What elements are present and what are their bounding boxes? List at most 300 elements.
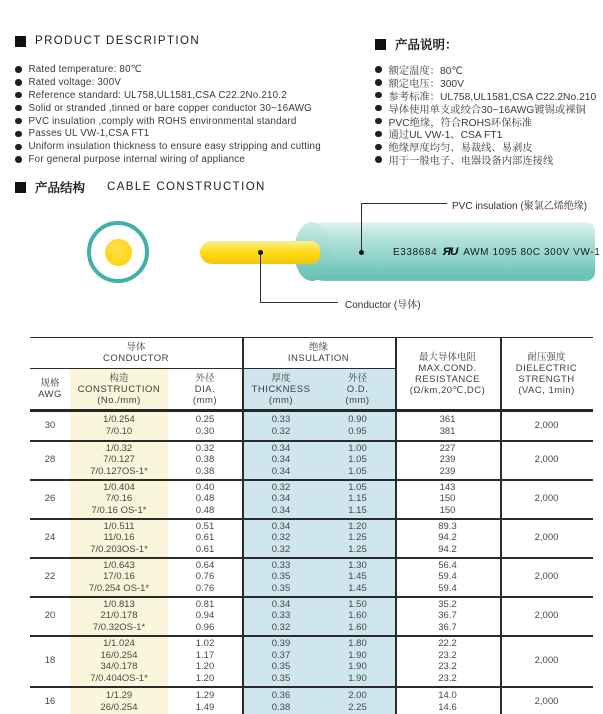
bullet-item	[15, 76, 321, 89]
cell-value: 1/1.024	[103, 638, 135, 649]
cell-value: 1.60	[348, 610, 367, 622]
cell-value: 239	[439, 454, 456, 466]
header-line: 外径	[195, 372, 215, 384]
cell-value: 0.76	[195, 571, 215, 583]
cell-value: 22	[44, 571, 56, 583]
cell-construction	[70, 442, 168, 479]
cable-print-text	[393, 246, 600, 258]
cell-od	[320, 559, 395, 596]
cell-value: 1.60	[348, 621, 367, 633]
cell-dielectric	[500, 688, 593, 714]
cell-value: 17/0.16	[103, 571, 135, 583]
cell-awg	[30, 598, 70, 635]
cell-value: 0.35	[271, 661, 291, 672]
cell-value: 56.4	[438, 559, 457, 571]
cell-value: 1.45	[348, 571, 367, 583]
cell-value: 1.90	[348, 661, 367, 672]
cell-construction	[70, 412, 168, 440]
cell-value: 0.95	[348, 425, 367, 437]
cell-value: 1.50	[348, 598, 367, 610]
cell-value: 2,000	[534, 493, 559, 505]
cell-dia	[168, 688, 242, 714]
cell-value: 1.05	[348, 465, 367, 477]
cell-construction	[70, 688, 168, 714]
cell-awg	[30, 520, 70, 557]
cell-od	[320, 442, 395, 479]
cell-dia	[168, 481, 242, 518]
cell-value: 0.32	[271, 621, 291, 633]
bullet-item	[15, 89, 321, 102]
cell-value: 7/0.10	[105, 425, 133, 437]
cell-value: 1.17	[195, 649, 215, 661]
cell-value: 7/0.404OS-1*	[90, 672, 148, 684]
cell-value: 0.48	[195, 504, 215, 516]
cell-value: 14.0	[438, 690, 457, 701]
cell-value: 0.34	[271, 493, 291, 505]
cell-od	[320, 598, 395, 635]
cell-value: 1.20	[195, 672, 215, 684]
header-line: MAX.COND.	[418, 362, 477, 374]
spec-table-header	[30, 338, 593, 409]
cell-thickness	[242, 637, 320, 686]
header-line: AWG	[38, 389, 62, 400]
cell-value: 1.15	[348, 504, 367, 516]
header-line: (No./mm)	[97, 394, 141, 406]
cell-value: 0.38	[195, 454, 215, 466]
cell-awg	[30, 637, 70, 686]
cell-value: 0.34	[271, 520, 291, 532]
cell-value: 0.48	[195, 493, 215, 505]
cell-value: 1.30	[348, 559, 367, 571]
insulation-callout-label: PVC insulation (聚氯乙烯绝缘)	[452, 201, 588, 212]
table-row-awg-26	[30, 481, 593, 520]
callout-line	[260, 302, 338, 303]
cell-construction	[70, 481, 168, 518]
cell-value: 1.90	[348, 649, 367, 661]
header-line: 规格	[40, 378, 60, 389]
cell-value: 0.51	[195, 520, 215, 532]
cell-dielectric	[500, 559, 593, 596]
cell-value: 23.2	[438, 649, 457, 661]
cell-od	[320, 520, 395, 557]
cell-value: 21/0.178	[100, 610, 138, 622]
cell-value: 1.15	[348, 493, 367, 505]
cell-value: 0.35	[271, 582, 291, 594]
cell-value: 0.32	[271, 543, 291, 555]
cell-value: 2,000	[534, 610, 559, 622]
cell-value: 1.49	[195, 701, 215, 713]
bullet-dot-icon	[15, 92, 22, 99]
cell-value: 24	[44, 532, 56, 544]
bullet-item-text: Rated voltage: 300V	[28, 76, 122, 88]
cell-value: 0.90	[348, 414, 367, 425]
product-description-title-text: PRODUCT DESCRIPTION	[35, 35, 201, 47]
cell-awg	[30, 481, 70, 518]
cell-value: 0.64	[195, 559, 215, 571]
bullet-dot-icon	[15, 156, 22, 163]
callout-line	[260, 252, 261, 303]
cell-value: 36.7	[438, 610, 457, 622]
cell-value: 0.34	[271, 454, 291, 466]
product-description-cn-title	[375, 35, 603, 53]
cell-value: 16	[44, 695, 56, 707]
cell-value: 11/0.16	[103, 532, 135, 544]
cell-value: 59.4	[438, 582, 457, 594]
bullet-item-text: 通过UL VW-1、CSA FT1	[388, 130, 503, 142]
callout-line	[361, 203, 447, 204]
cell-value: 2.25	[348, 701, 367, 713]
cable-construction-title-en: CABLE CONSTRUCTION	[107, 181, 266, 193]
header-line: (mm)	[345, 394, 370, 406]
spec-table-body	[30, 412, 593, 714]
header-line: DIA.	[194, 383, 216, 395]
cell-dielectric	[500, 598, 593, 635]
cell-value: 0.35	[271, 672, 291, 684]
cell-thickness	[242, 688, 320, 714]
cell-value: 0.39	[271, 638, 291, 649]
header-od	[320, 369, 395, 409]
cell-value: 2.00	[348, 690, 367, 701]
cell-value: 0.34	[271, 598, 291, 610]
cell-thickness	[242, 442, 320, 479]
cell-value: 0.25	[195, 414, 215, 425]
cell-value: 2,000	[534, 419, 559, 431]
cell-value: 30	[44, 419, 56, 431]
bullet-dot-icon	[375, 66, 382, 73]
bullet-item-text: 导体使用单支或绞合30~16AWG镀锡或裸铜	[388, 104, 586, 116]
cell-dia	[168, 559, 242, 596]
cell-value: 26	[44, 493, 56, 505]
header-line: STRENGTH	[518, 373, 575, 385]
header-line: 厚度	[271, 372, 291, 384]
cell-resistance	[395, 520, 500, 557]
bullet-dot-icon	[375, 131, 382, 138]
cell-value: 0.35	[271, 571, 291, 583]
cell-resistance	[395, 637, 500, 686]
bullet-dot-icon	[375, 79, 382, 86]
cell-value: 0.61	[195, 543, 215, 555]
cell-value: 1/0.254	[103, 414, 135, 425]
cell-value: 0.34	[271, 465, 291, 477]
ul-recognized-mark-icon: ЯU	[442, 246, 458, 258]
product-description-cn-section	[375, 35, 603, 168]
cell-awg	[30, 688, 70, 714]
cell-dia	[168, 637, 242, 686]
cell-value: 0.32	[271, 481, 291, 493]
bullet-item-text: 绝缘厚度均匀、易裁线、易剥皮	[388, 143, 533, 155]
product-description-cn-list	[375, 63, 596, 166]
cell-thickness	[242, 598, 320, 635]
cable-print-cert: E338684	[393, 246, 438, 258]
cell-value: 1.20	[195, 661, 215, 672]
table-row-awg-22	[30, 559, 593, 598]
table-row-awg-30	[30, 412, 593, 442]
cell-resistance	[395, 598, 500, 635]
cell-value: 361	[439, 414, 456, 425]
table-row-awg-28	[30, 442, 593, 481]
conductor-callout-label: Conductor (导体)	[345, 300, 421, 311]
cell-value: 227	[439, 442, 456, 454]
bullet-item-text: PVC insulation ,comply with ROHS environmental standard	[28, 115, 297, 127]
bullet-item	[15, 102, 321, 115]
cable-construction-title-cn: 产品结构	[35, 181, 86, 195]
spec-table	[30, 337, 593, 714]
cell-value: 0.33	[271, 414, 291, 425]
cell-thickness	[242, 520, 320, 557]
cell-value: 143	[439, 481, 456, 493]
cell-value: 89.3	[438, 520, 457, 532]
cell-dielectric	[500, 442, 593, 479]
bullet-item-text: Reference standard: UL758,UL1581,CSA C22.2No.210.2	[28, 89, 287, 101]
cell-value: 0.33	[271, 559, 291, 571]
bullet-item	[15, 115, 321, 128]
cell-value: 2,000	[534, 454, 559, 466]
bullet-dot-icon	[375, 118, 382, 125]
bullet-item-text: Solid or stranded ,tinned or bare copper conductor 30~16AWG	[28, 102, 312, 114]
cell-awg	[30, 412, 70, 440]
cell-resistance	[395, 559, 500, 596]
cell-value: 1.25	[348, 543, 367, 555]
cell-thickness	[242, 481, 320, 518]
cell-value: 0.30	[195, 425, 215, 437]
header-line: (mm)	[192, 394, 218, 406]
table-row-awg-16	[30, 688, 593, 714]
bullet-item-text: 用于一般电子、电器设备内部连接线	[388, 156, 554, 168]
cell-value: 0.34	[271, 442, 291, 454]
product-description-title	[15, 35, 373, 47]
cell-value: 381	[439, 425, 456, 437]
header-thickness	[242, 369, 320, 409]
header-awg	[30, 369, 70, 409]
cell-value: 1.20	[348, 520, 367, 532]
cell-value: 23.2	[438, 661, 457, 672]
table-row-awg-18	[30, 637, 593, 688]
header-conductor-cn: 导体	[126, 342, 146, 353]
cell-value: 0.61	[195, 532, 215, 544]
bullet-dot-icon	[375, 156, 382, 163]
cell-value: 7/0.32OS-1*	[92, 621, 146, 633]
product-description-cn-title-text: 产品说明：	[395, 38, 458, 52]
product-description-section	[15, 35, 373, 166]
bullet-item-text: 参考标准：UL758,UL1581,CSA C22.2No.210	[388, 91, 597, 103]
header-construction	[70, 369, 168, 409]
cell-value: 2,000	[534, 571, 559, 583]
cell-od	[320, 412, 395, 440]
cable-print-spec: AWM 1095 80C 300V VW-1	[463, 246, 601, 258]
header-line: (Ω/km,20℃,DC)	[409, 384, 486, 396]
cell-value: 0.37	[271, 649, 291, 661]
cell-dia	[168, 598, 242, 635]
cell-dia	[168, 520, 242, 557]
bullet-item-text: PVC绝缘，符合ROHS环保标准	[388, 117, 533, 129]
header-insulation-cn: 绝缘	[308, 342, 328, 353]
bullet-item	[15, 127, 321, 140]
cell-resistance	[395, 688, 500, 714]
cell-value: 0.32	[271, 425, 291, 437]
cell-value: 2,000	[534, 655, 559, 667]
cell-value: 1/0.404	[103, 481, 135, 493]
header-conductor-en: CONDUCTOR	[102, 353, 170, 364]
cell-value: 0.32	[271, 532, 291, 544]
cell-value: 0.96	[195, 621, 215, 633]
cell-value: 1.02	[195, 638, 215, 649]
square-bullet-icon	[15, 36, 26, 47]
bullet-dot-icon	[15, 118, 22, 125]
header-conductor-group	[30, 338, 242, 368]
cell-value: 1.05	[348, 481, 367, 493]
cell-value: 34/0.178	[100, 661, 138, 672]
cell-construction	[70, 520, 168, 557]
cell-od	[320, 637, 395, 686]
cell-value: 1.80	[348, 638, 367, 649]
header-line: 构造	[109, 372, 129, 384]
bullet-item	[15, 140, 321, 153]
cell-value: 0.32	[195, 442, 215, 454]
cell-value: 35.2	[438, 598, 457, 610]
bullet-item-text: Uniform insulation thickness to ensure easy stripping and cutting	[28, 141, 321, 153]
bullet-dot-icon	[375, 144, 382, 151]
cell-value: 1/0.813	[103, 598, 135, 610]
cable-construction-title	[15, 178, 266, 196]
bullet-dot-icon	[15, 131, 22, 138]
cell-dielectric	[500, 412, 593, 440]
square-bullet-icon	[375, 39, 386, 50]
cell-value: 1.90	[348, 672, 367, 684]
cell-value: 1/0.511	[103, 520, 135, 532]
bullet-dot-icon	[15, 144, 22, 151]
cell-value: 1.25	[348, 532, 367, 544]
header-resistance	[395, 338, 500, 409]
cell-value: 7/0.127	[103, 454, 135, 466]
cell-value: 14.6	[438, 701, 457, 713]
header-insulation-en: INSULATION	[287, 353, 350, 364]
header-line: THICKNESS	[251, 383, 311, 395]
cell-od	[320, 688, 395, 714]
cell-value: 0.94	[195, 610, 215, 622]
table-row-awg-24	[30, 520, 593, 559]
bullet-dot-icon	[375, 92, 382, 99]
table-divider	[242, 338, 244, 714]
header-insulation-group	[242, 338, 395, 368]
bullet-item-text: For general purpose internal wiring of appliance	[28, 154, 246, 166]
cell-value: 2,000	[534, 695, 559, 707]
cell-value: 7/0.127OS-1*	[90, 465, 148, 477]
cell-value: 1.45	[348, 582, 367, 594]
cell-value: 7/0.203OS-1*	[90, 543, 148, 555]
bullet-item-text: Rated temperature: 80℃	[28, 63, 142, 75]
cell-value: 0.76	[195, 582, 215, 594]
product-description-list	[15, 63, 321, 166]
cell-value: 22.2	[438, 638, 457, 649]
cell-value: 28	[44, 454, 56, 466]
cell-value: 23.2	[438, 672, 457, 684]
cell-resistance	[395, 481, 500, 518]
cell-value: 18	[44, 655, 56, 667]
table-divider	[395, 338, 397, 714]
cell-dielectric	[500, 481, 593, 518]
cell-value: 0.40	[195, 481, 215, 493]
cell-value: 0.38	[271, 701, 291, 713]
bullet-dot-icon	[15, 79, 22, 86]
header-dielectric	[500, 338, 593, 409]
bullet-dot-icon	[375, 105, 382, 112]
callout-dot	[359, 250, 364, 255]
cell-value: 0.81	[195, 598, 215, 610]
cell-awg	[30, 442, 70, 479]
bullet-item-text: 额定温度：80℃	[388, 65, 464, 77]
cell-value: 1.05	[348, 454, 367, 466]
cell-value: 1/1.29	[105, 690, 133, 701]
cell-value: 239	[439, 465, 456, 477]
cell-value: 7/0.254 OS-1*	[88, 582, 150, 594]
cell-thickness	[242, 412, 320, 440]
cell-resistance	[395, 412, 500, 440]
cell-value: 0.38	[195, 465, 215, 477]
cell-value: 0.34	[271, 504, 291, 516]
cell-value: 26/0.254	[100, 701, 138, 713]
header-line: 最大导体电阻	[418, 351, 476, 363]
bullet-item-text: 额定电压：300V	[388, 78, 465, 90]
cell-od	[320, 481, 395, 518]
cell-value: 7/0.16	[105, 493, 133, 505]
cell-construction	[70, 637, 168, 686]
cell-value: 94.2	[438, 532, 457, 544]
header-line: (mm)	[268, 394, 294, 406]
cell-value: 2,000	[534, 532, 559, 544]
cell-construction	[70, 598, 168, 635]
cell-construction	[70, 559, 168, 596]
cell-value: 0.33	[271, 610, 291, 622]
cell-value: 150	[439, 493, 456, 505]
cell-value: 59.4	[438, 571, 457, 583]
bullet-item	[15, 63, 321, 76]
header-line: O.D.	[346, 383, 369, 395]
cell-value: 16/0.254	[100, 649, 138, 661]
cell-value: 20	[44, 610, 56, 622]
cell-value: 1/0.643	[103, 559, 135, 571]
header-line: 耐压强度	[527, 351, 566, 363]
cell-value: 1.29	[195, 690, 215, 701]
cell-value: 1.00	[348, 442, 367, 454]
cell-awg	[30, 559, 70, 596]
square-bullet-icon	[15, 182, 26, 193]
cell-value: 1/0.32	[105, 442, 133, 454]
table-row-awg-20	[30, 598, 593, 637]
bullet-item	[15, 153, 321, 166]
cell-dia	[168, 442, 242, 479]
cable-cross-section-conductor-core	[105, 239, 132, 266]
header-line: DIELECTRIC	[515, 362, 578, 374]
bullet-dot-icon	[15, 105, 22, 112]
bullet-item	[375, 153, 596, 166]
header-line: 外径	[347, 372, 367, 384]
cell-value: 36.7	[438, 621, 457, 633]
cell-dielectric	[500, 520, 593, 557]
header-line: (VAC, 1min)	[518, 384, 575, 396]
table-divider	[500, 338, 502, 714]
cell-dia	[168, 412, 242, 440]
callout-dot	[258, 250, 263, 255]
bullet-dot-icon	[15, 66, 22, 73]
cell-value: 7/0.16 OS-1*	[91, 504, 147, 516]
cell-value: 150	[439, 504, 456, 516]
cell-resistance	[395, 442, 500, 479]
cell-value: 0.36	[271, 690, 291, 701]
cell-value: 94.2	[438, 543, 457, 555]
cell-dielectric	[500, 637, 593, 686]
header-line: RESISTANCE	[414, 373, 480, 385]
bullet-item-text: Passes UL VW-1,CSA FT1	[28, 128, 150, 140]
